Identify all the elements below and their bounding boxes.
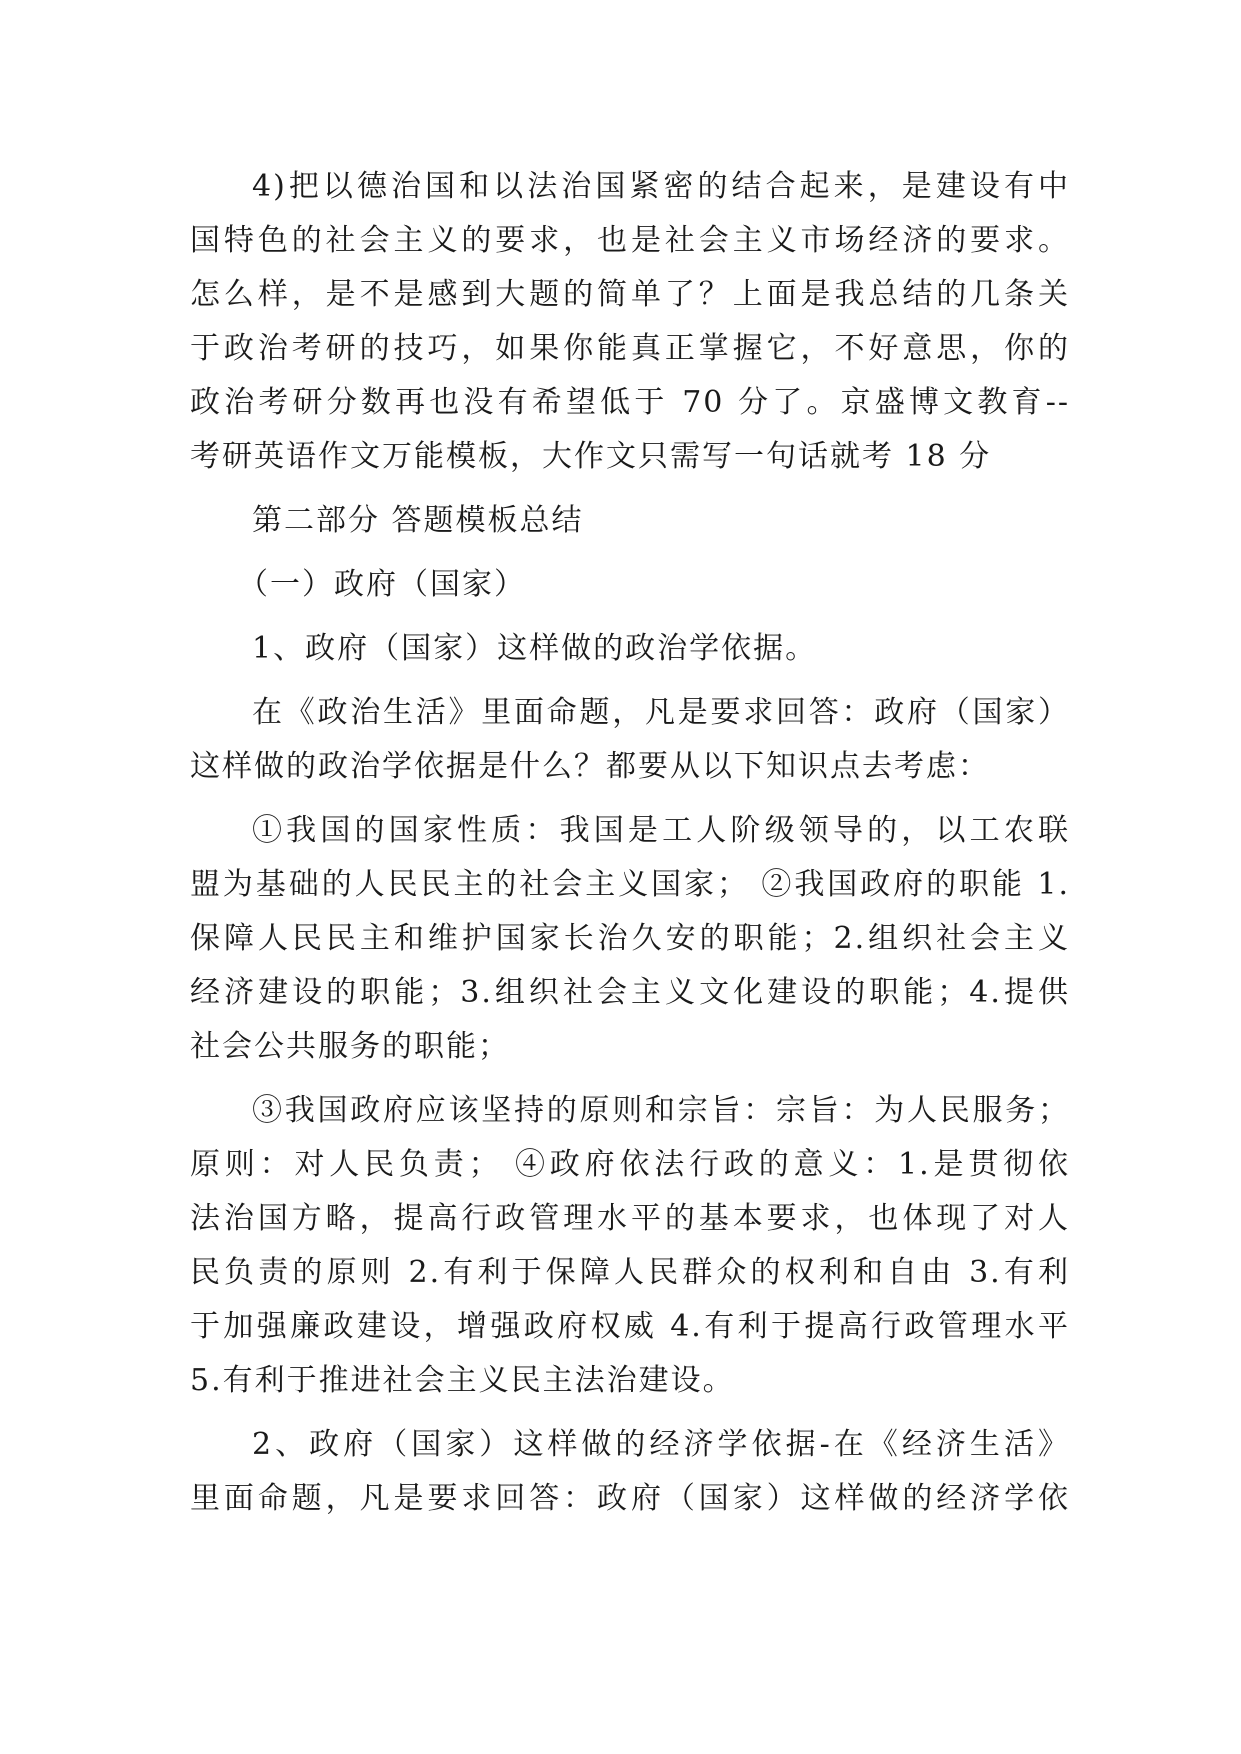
text-line: 民负责的原则 2.有利于保障人民群众的权利和自由 3.有利 [190,1255,1070,1290]
paragraph-state-nature [190,804,1070,1074]
text-line: 这样做的政治学依据是什么？都要从以下知识点去考虑： [190,749,990,784]
text-line: 政治考研分数再也没有希望低于 70 分了。京盛博文教育-- [190,385,1070,420]
text-line: 怎么样，是不是感到大题的简单了？上面是我总结的几条关 [190,277,1070,312]
text-line: 经济建设的职能；3.组织社会主义文化建设的职能；4.提供 [190,975,1070,1010]
text-line: 里面命题，凡是要求回答：政府（国家）这样做的经济学依 [190,1481,1070,1516]
paragraph-government-principles [190,1084,1070,1408]
section-heading: 第二部分 答题模板总结 [252,503,584,538]
document-page [190,160,1070,1526]
text-line: ③我国政府应该坚持的原则和宗旨：宗旨：为人民服务； [252,1093,1070,1128]
text-line: 社会公共服务的职能； [190,1029,510,1064]
topic-heading: 1、政府（国家）这样做的政治学依据。 [252,631,818,666]
paragraph-conclusion [190,160,1070,484]
text-line: 4)把以德治国和以法治国紧密的结合起来，是建设有中 [252,169,1070,204]
text-line: 考研英语作文万能模板，大作文只需写一句话就考 18 分 [190,439,992,474]
text-line: 5.有利于推进社会主义民主法治建设。 [190,1363,735,1398]
text-line: 保障人民民主和维护国家长治久安的职能；2.组织社会主义 [190,921,1070,956]
text-line: 于政治考研的技巧，如果你能真正掌握它，不好意思，你的 [190,331,1070,366]
subsection-heading: （一）政府（国家） [238,567,526,602]
paragraph-intro [190,686,1070,794]
text-line: 法治国方略，提高行政管理水平的基本要求，也体现了对人 [190,1201,1070,1236]
text-line: 原则：对人民负责； ④政府依法行政的意义：1.是贯彻依 [190,1147,1070,1182]
text-line: 2、政府（国家）这样做的经济学依据-在《经济生活》 [252,1427,1070,1462]
text-line: 国特色的社会主义的要求，也是社会主义市场经济的要求。 [190,223,1070,258]
text-line: 盟为基础的人民民主的社会主义国家； ②我国政府的职能 1. [190,867,1070,902]
text-line: 在《政治生活》里面命题，凡是要求回答：政府（国家） [252,695,1070,730]
text-line: ①我国的国家性质：我国是工人阶级领导的，以工农联 [252,813,1070,848]
text-line: 于加强廉政建设，增强政府权威 4.有利于提高行政管理水平 [190,1309,1070,1344]
paragraph-economic-basis [190,1418,1070,1526]
